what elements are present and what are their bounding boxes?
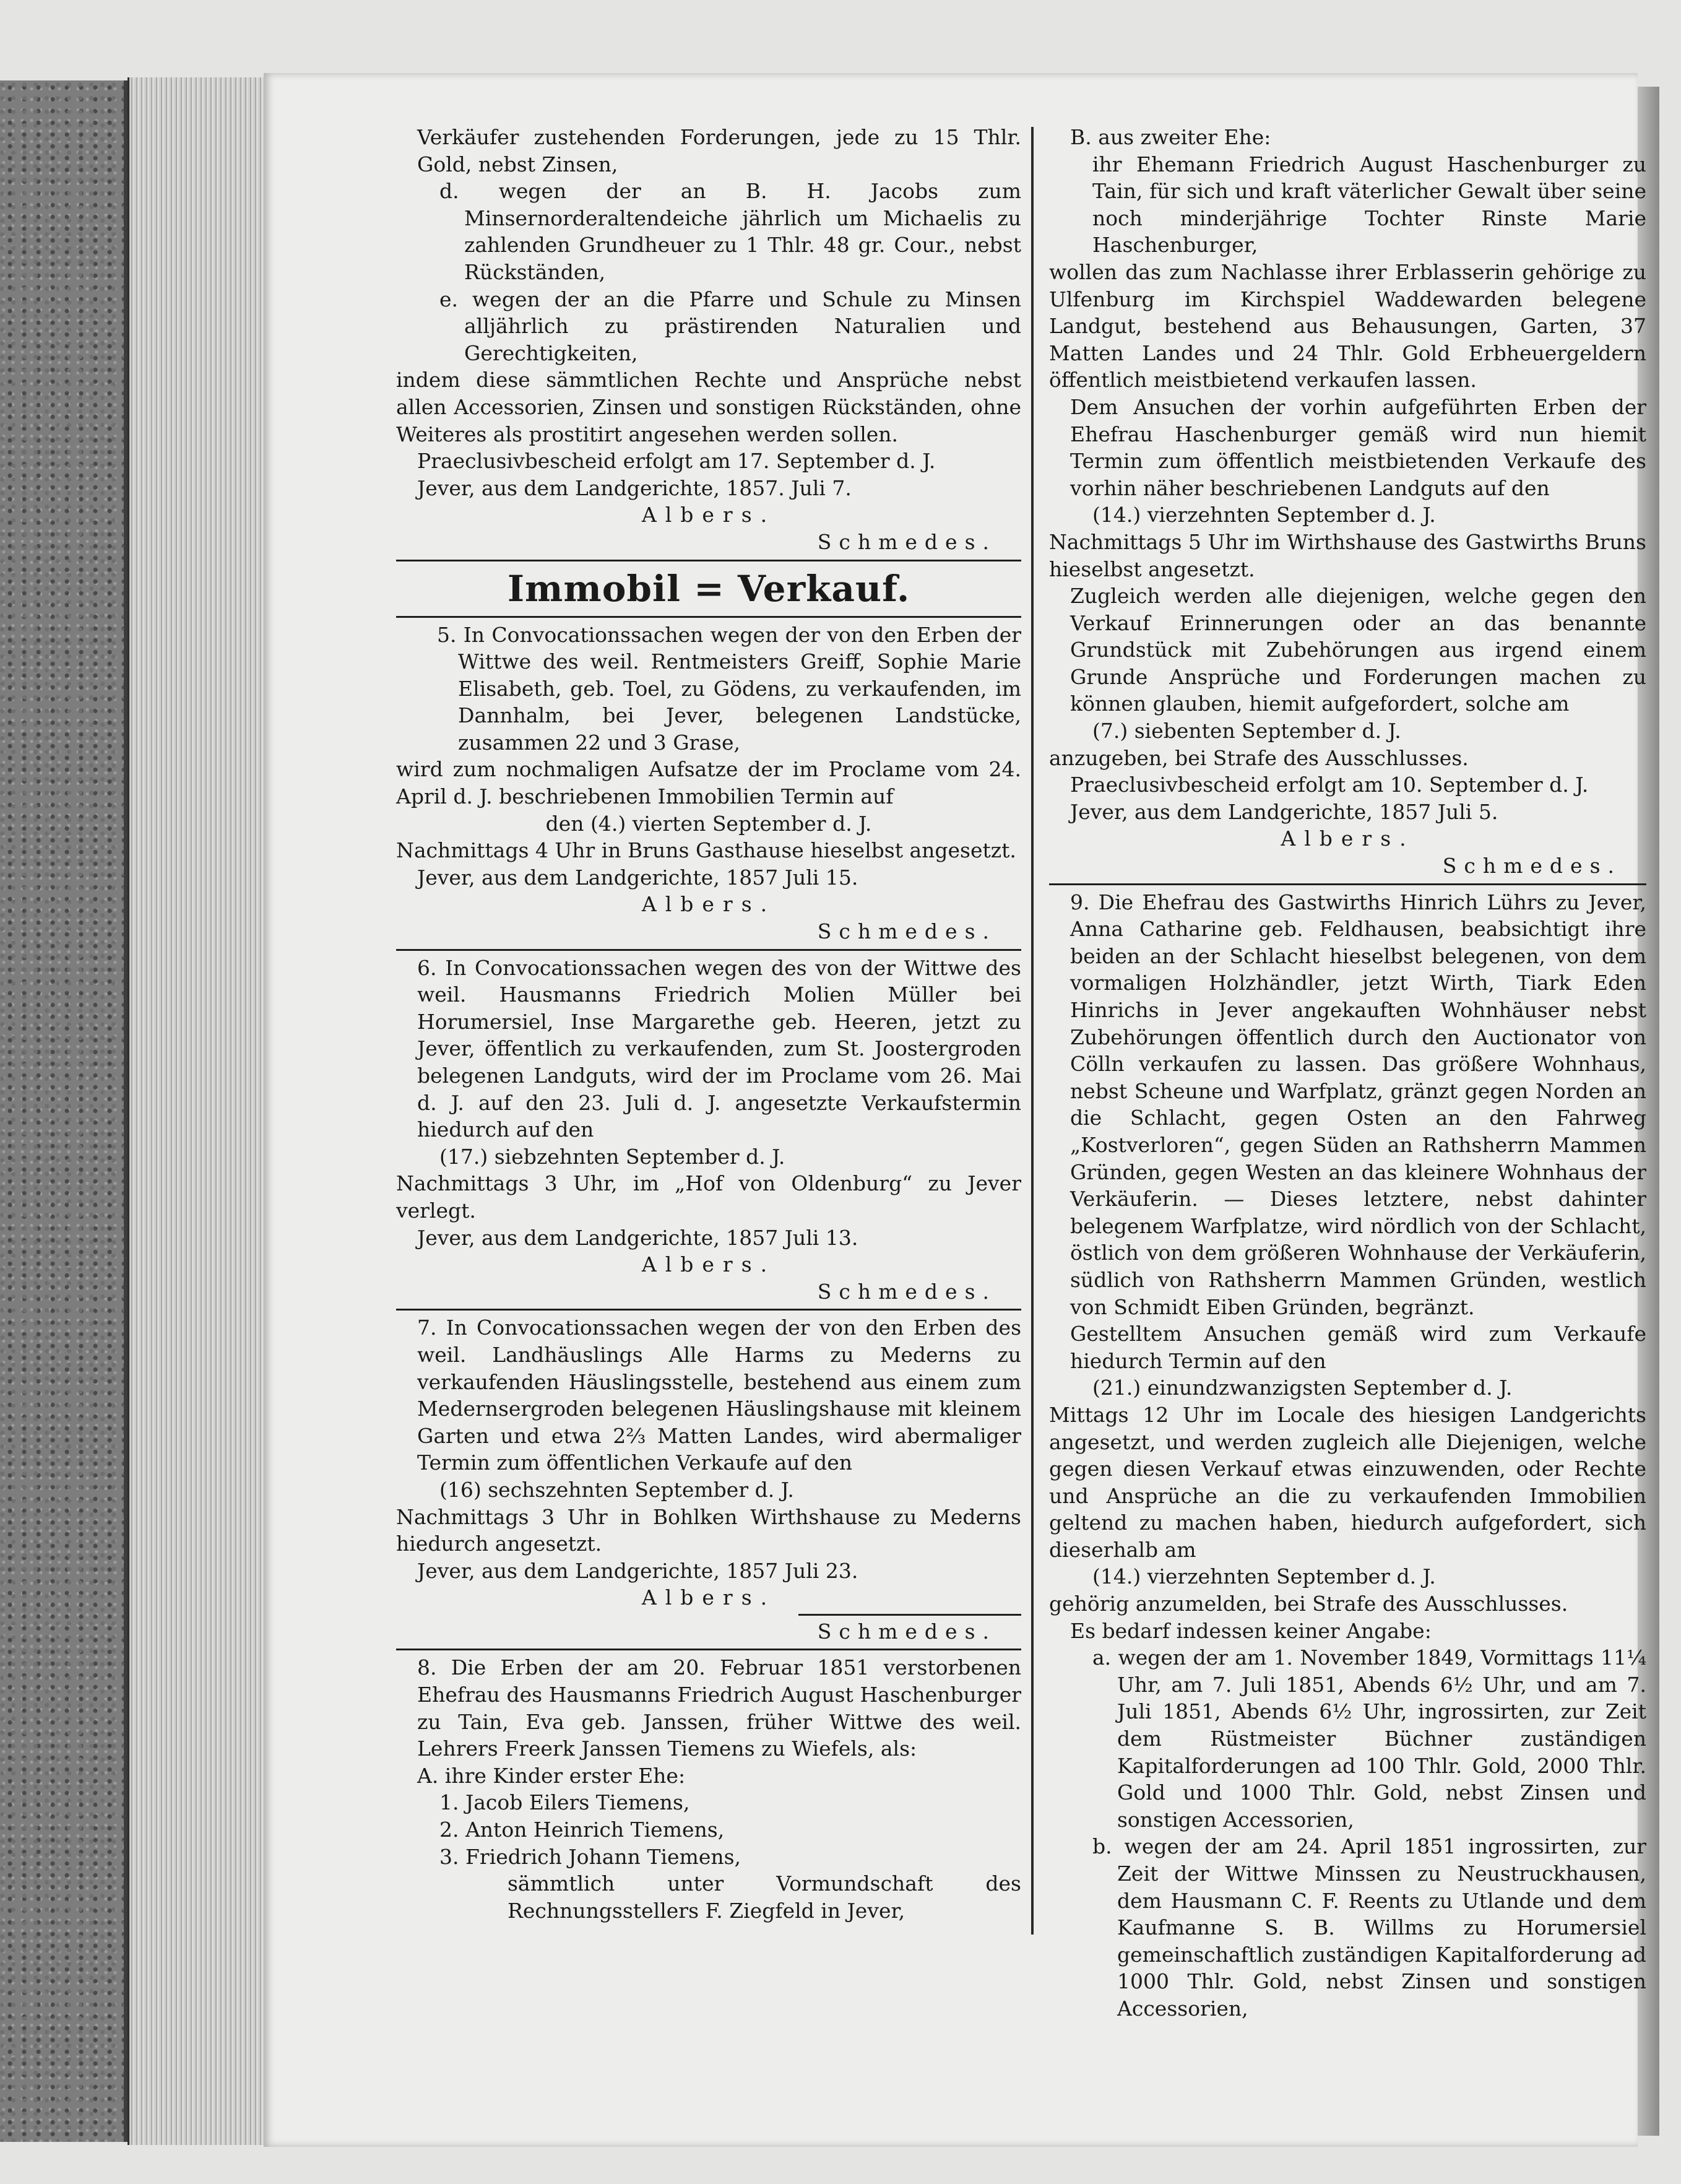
notice-divider — [396, 949, 1021, 951]
list-item-a: a. wegen der am 1. November 1849, Vormittags 11¼ Uhr, am 7. Juli 1851, Abends 6½ Uhr, und am 7. Juli 1851, Abends 6½ Uhr, ingrossirten, zur Zeit dem Rüstmeister Büchner zuständigen Kapitalforderungen ad 100 Thlr. Gold, 2000 Thlr. Gold und 1000 Thlr. Gold, nebst Zinsen und sonstigen Accessorien, — [1092, 1645, 1646, 1832]
notice-5-text: Nachmittags 4 Uhr in Bruns Gasthause hieselbst angesetzt. — [396, 838, 1016, 863]
heading-divider — [396, 616, 1021, 618]
notice-8-group-b: B. aus zweiter Ehe: — [1070, 125, 1271, 149]
notice-9-text: Gestelltem Ansuchen gemäß wird zum Verkaufe hiedurch Termin auf den — [1070, 1322, 1646, 1373]
dateline: Jever, aus dem Landgerichte, 1857 Juli 15. — [417, 865, 858, 890]
signature-schmedes: Schmedes. — [817, 1619, 996, 1644]
notice-9-text: Mittags 12 Uhr im Locale des hiesigen Landgerichts angesetzt, und werden zugleich alle Diejenigen, welche gegen diesen Verkauf etwas einzuwenden, oder Rechte und Ansprüche an die zu verkaufenden Immobilien geltend zu machen haben, hiedurch aufgefordert, sich dieserhalb am — [1049, 1402, 1646, 1562]
notice-5-text: wird zum nochmaligen Aufsatze der im Proclame vom 24. April d. J. beschriebenen Immobilien Termin auf — [396, 757, 1021, 809]
notice-8-text: anzugeben, bei Strafe des Ausschlusses. — [1049, 745, 1469, 770]
paragraph: Verkäufer zustehenden Forderungen, jede zu 15 Thlr. Gold, nebst Zinsen, — [417, 125, 1021, 176]
notice-divider — [396, 1649, 1021, 1650]
notice-5-date: den (4.) vierten September d. J. — [545, 811, 872, 836]
notice-8-text: Nachmittags 5 Uhr im Wirthshause des Gastwirths Bruns hieselbst angesetzt. — [1049, 529, 1646, 581]
paragraph: indem diese sämmtlichen Rechte und Ansprüche nebst allen Accessorien, Zinsen und sonstigen Rückständen, ohne Weiteres als prostitirt angesehen werden sollen. — [396, 368, 1021, 446]
section-divider — [396, 560, 1021, 561]
notice-8-group-a: A. ihre Kinder erster Ehe: — [417, 1763, 686, 1788]
list-item: 2. Anton Heinrich Tiemens, — [439, 1818, 725, 1842]
notice-9-text: Es bedarf indessen keiner Angabe: — [1070, 1618, 1432, 1643]
signature-albers: Albers. — [641, 1585, 776, 1610]
notice-8-text: wollen das zum Nachlasse ihrer Erblasserin gehörige zu Ulfenburg im Kirchspiel Waddewarden belegene Landgut, bestehend aus Behausungen, Garten, 37 Matten Landes und 24 Thlr. Gold Erbheuergeldern öffentlich meistbietend verkaufen lassen. — [1049, 259, 1646, 392]
notice-9-date: (14.) vierzehnten September d. J. — [1092, 1564, 1436, 1589]
signature-schmedes: Schmedes. — [817, 1279, 996, 1304]
signature-schmedes: Schmedes. — [817, 919, 996, 944]
signature-albers: Albers. — [1281, 826, 1415, 851]
book-binding — [0, 80, 127, 2142]
notice-6-text: 6. In Convocationssachen wegen des von der Wittwe des weil. Hausmanns Friedrich Molien Müller bei Horumersiel, Inse Margarethe geb. Heeren, jetzt zu Jever, öffentlich zu verkaufenden, zum St. Joostergroden belegenen Landguts, wird der im Proclame vom 26. Mai d. J. auf den 23. Juli d. J. angesetzte Verkaufstermin hiedurch auf den — [417, 955, 1021, 1142]
signature-albers: Albers. — [641, 503, 776, 527]
notice-5-text: 5. In Convocationssachen wegen der von den Erben der Wittwe des weil. Rentmeisters Greiff, Sophie Marie Elisabeth, geb. Toel, zu Gödens, zu verkaufenden, im Dannhalm, bei Jever, belegenen Landstücke, zusammen 22 und 3 Grase, — [437, 622, 1021, 755]
right-column — [1049, 124, 1646, 2022]
list-item: 3. Friedrich Johann Tiemens, — [439, 1844, 741, 1869]
notice-8-text: Dem Ansuchen der vorhin aufgeführten Erben der Ehefrau Haschenburger gemäß wird nun hiemit Termin zum öffentlich meistbietenden Verkaufe des vorhin näher beschriebenen Landguts auf den — [1070, 394, 1646, 500]
dateline: Jever, aus dem Landgerichte, 1857 Juli 5. — [1070, 799, 1498, 824]
dateline: Jever, aus dem Landgerichte, 1857 Juli 23. — [417, 1558, 858, 1583]
signature-albers: Albers. — [641, 892, 776, 917]
signature-albers: Albers. — [641, 1252, 776, 1277]
page-stack-edges — [127, 77, 266, 2145]
section-heading: Immobil = Verkauf. — [507, 567, 910, 610]
notice-9-text: 9. Die Ehefrau des Gastwirths Hinrich Lührs zu Jever, Anna Catharine geb. Feldhausen, beabsichtigt ihre beiden an der Schlacht hieselbst belegenen, von dem vormaligen Holzhändler, jetzt Wirth, Tiark Eden Hinrichs in Jever angekauften Wohnhäuser nebst Zubehörungen öffentlich durch den Auctionator von Cölln verkaufen zu lassen. Das größere Wohnhaus, nebst Scheune und Warfplatz, gränzt gegen Norden an die Schlacht, gegen Osten an den Fahrweg „Kostverloren“, gegen Süden an Rathsherrn Mammen Gründen, gegen Westen an das kleinere Wohnhaus der Verkäuferin. — Dieses letztere, nebst dahinter belegenem Warfplatze, wird nördlich von der Schlacht, östlich von dem größeren Wohnhause der Verkäuferin, südlich von Rathsherrn Mammen Gründen, westlich von Schmidt Eiben Gründen, begränzt. — [1070, 890, 1646, 1319]
notice-divider — [1049, 883, 1646, 885]
signature-schmedes: Schmedes. — [817, 529, 996, 554]
preclusion-notice: Praeclusivbescheid erfolgt am 17. September d. J. — [417, 449, 936, 474]
list-item: sämmtlich unter Vormundschaft des Rechnungsstellers F. Ziegfeld in Jever, — [508, 1871, 1021, 1923]
list-item: 1. Jacob Eilers Tiemens, — [439, 1790, 690, 1815]
preclusion-notice: Praeclusivbescheid erfolgt am 10. September d. J. — [1070, 773, 1589, 797]
notice-8-text: Zugleich werden alle diejenigen, welche gegen den Verkauf Erinnerungen oder an das benannte Grundstück mit Zubehörungen aus irgend einem Grunde Ansprüche und Forderungen machen zu können glauben, hiemit aufgefordert, solche am — [1070, 584, 1646, 716]
notice-9-text: gehörig anzumelden, bei Strafe des Ausschlusses. — [1049, 1592, 1568, 1616]
dateline: Jever, aus dem Landgerichte, 1857 Juli 13. — [417, 1225, 858, 1250]
notice-6-text: Nachmittags 3 Uhr, im „Hof von Oldenburg“ zu Jever verlegt. — [396, 1171, 1021, 1223]
column-divider — [1031, 127, 1034, 1935]
notice-7-text: 7. In Convocationssachen wegen der von den Erben des weil. Landhäuslings Alle Harms zu Mederns zu verkaufenden Häuslingsstelle, bestehend aus einem zum Medernsergroden belegenen Häuslingshause mit kleinem Garten und etwa 2⅔ Matten Landes, wird abermaliger Termin zum öffentlichen Verkaufe auf den — [417, 1315, 1021, 1475]
notice-divider — [396, 1309, 1021, 1311]
list-item-d: d. wegen der an B. H. Jacobs zum Minsernorderaltendeiche jährlich um Michaelis zu zahlenden Grundheuer zu 1 Thlr. 48 gr. Cour., nebst Rückständen, — [439, 179, 1021, 284]
notice-7-date: (16) sechszehnten September d. J. — [439, 1477, 794, 1502]
notice-8-text: ihr Ehemann Friedrich August Haschenburger zu Tain, für sich und kraft väterlicher Gewalt über seine noch minderjährige Tochter Rinste Marie Haschenburger, — [1092, 152, 1646, 258]
left-column — [396, 124, 1021, 1924]
notice-8-text: 8. Die Erben der am 20. Februar 1851 verstorbenen Ehefrau des Hausmanns Friedrich August Haschenburger zu Tain, Eva geb. Janssen, früher Wittwe des weil. Lehrers Freerk Janssen Tiemens zu Wiefels, als: — [417, 1655, 1021, 1761]
dateline: Jever, aus dem Landgerichte, 1857. Juli 7. — [417, 475, 852, 500]
notice-6-date: (17.) siebzehnten September d. J. — [439, 1144, 785, 1169]
notice-8-date: (7.) siebenten September d. J. — [1092, 719, 1401, 743]
notice-8-date: (14.) vierzehnten September d. J. — [1092, 503, 1436, 527]
signature-rule — [798, 1614, 1021, 1616]
list-item-e: e. wegen der an die Pfarre und Schule zu Minsen alljährlich zu prästirenden Naturalien und Gerechtigkeiten, — [439, 287, 1021, 365]
list-item-b: b. wegen der am 24. April 1851 ingrossirten, zur Zeit der Wittwe Minssen zu Neustruckhausen, dem Hausmann C. F. Reents zu Utlande und dem Kaufmanne S. B. Willms zu Horumersiel gemeinschaftlich zuständigen Kapitalforderung ad 1000 Thlr. Gold, nebst Zinsen und sonstigen Accessorien, — [1092, 1834, 1646, 2021]
signature-schmedes: Schmedes. — [1442, 854, 1622, 878]
notice-7-text: Nachmittags 3 Uhr in Bohlken Wirthshause zu Mederns hiedurch angesetzt. — [396, 1504, 1021, 1556]
notice-9-date: (21.) einundzwanzigsten September d. J. — [1092, 1376, 1513, 1400]
